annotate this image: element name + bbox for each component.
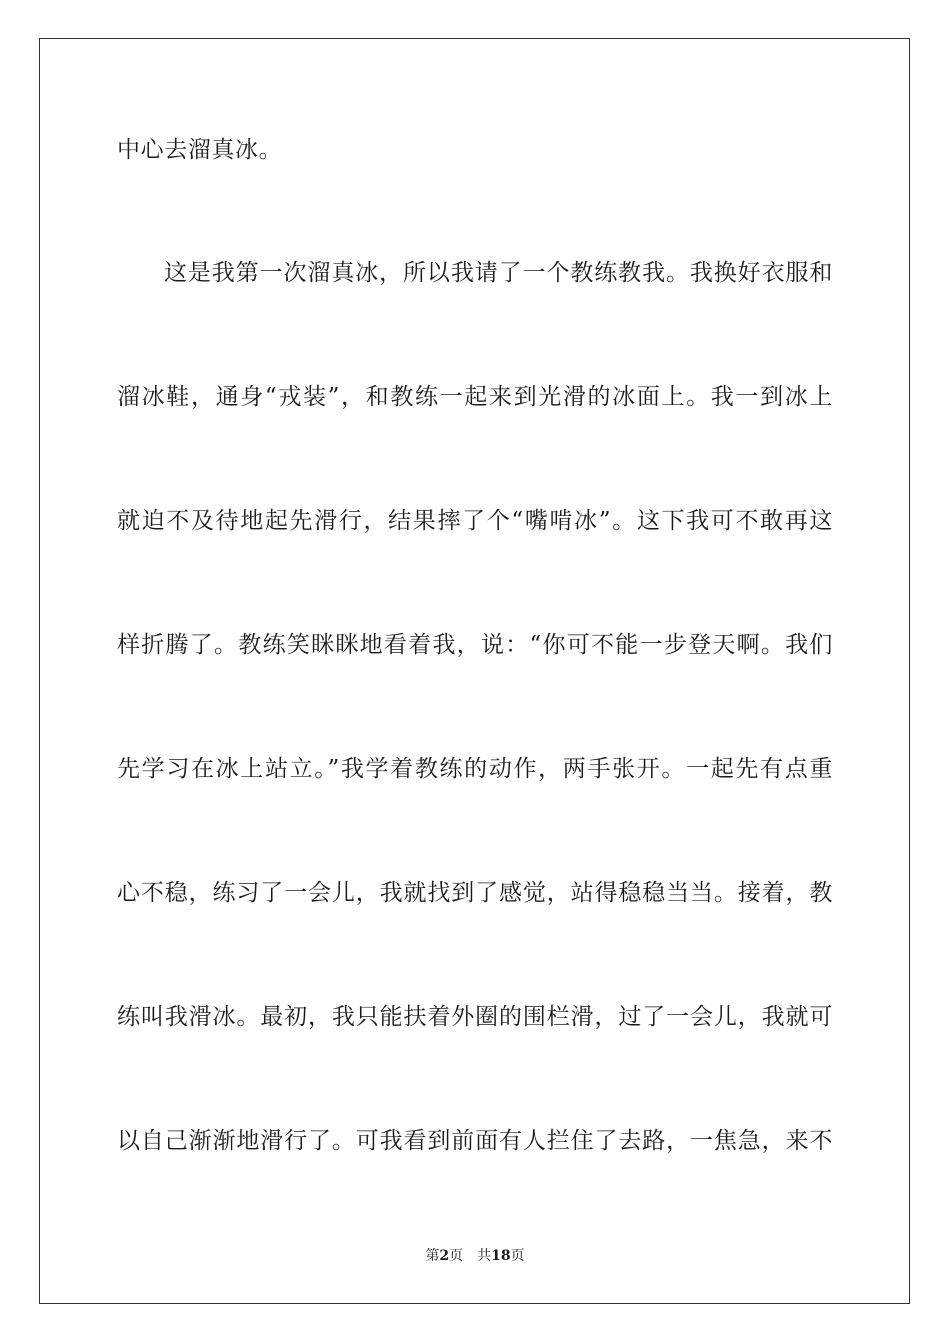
total-pages: 18 [491,1248,511,1264]
total-prefix: 共 [477,1248,492,1264]
page-footer [0,1247,950,1265]
text-line-7: 心不稳，练习了一会儿，我就找到了感觉，站得稳稳当当。接着，教 [117,880,833,906]
text-line-6: 先学习在冰上站立。”我学着教练的动作，两手张开。一起先有点重 [117,756,833,782]
text-line-8: 练叫我滑冰。最初，我只能扶着外圈的围栏滑，过了一会儿，我就可 [117,1004,833,1030]
page-prefix: 第 [425,1248,440,1264]
page-suffix: 页 [449,1248,464,1264]
page-number: 2 [439,1248,450,1264]
text-line-1: 中心去溜真冰。 [117,137,283,163]
text-line-3: 溜冰鞋，通身“戎装”，和教练一起来到光滑的冰面上。我一到冰上 [117,384,833,410]
text-line-2: 这是我第一次溜真冰，所以我请了一个教练教我。我换好衣服和 [164,260,833,286]
text-line-9: 以自己渐渐地滑行了。可我看到前面有人拦住了去路，一焦急，来不 [117,1128,833,1154]
total-suffix: 页 [510,1248,525,1264]
page-border [39,38,910,1304]
text-line-4: 就迫不及待地起先滑行，结果摔了个“嘴啃冰”。这下我可不敢再这 [117,508,833,534]
text-line-5: 样折腾了。教练笑眯眯地看着我，说：“你可不能一步登天啊。我们 [117,632,833,658]
